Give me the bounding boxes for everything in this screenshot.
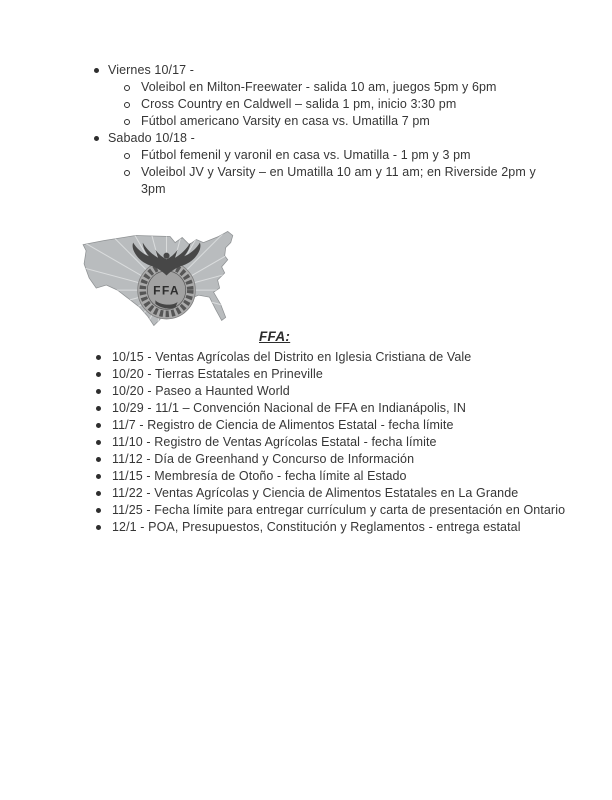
schedule-event-item (0, 113, 546, 130)
ffa-list (0, 349, 612, 536)
bullet-disc-icon (94, 136, 99, 141)
schedule-day-item (0, 130, 612, 147)
schedule-event-item (0, 79, 546, 96)
ffa-list-item (0, 400, 612, 417)
event-text: Fútbol femenil y varonil en casa vs. Umatilla - 1 pm y 3 pm (141, 148, 471, 162)
schedule-day-item (0, 62, 612, 79)
bullet-disc-icon (96, 525, 101, 530)
event-text: Cross Country en Caldwell – salida 1 pm, inicio 3:30 pm (141, 97, 457, 111)
bullet-disc-icon (96, 372, 101, 377)
schedule-event-item (0, 96, 546, 113)
bullet-disc-icon (96, 355, 101, 360)
emblem-ffa-text: FFA (153, 283, 180, 298)
schedule-list (0, 62, 612, 198)
ffa-list-item (0, 451, 612, 468)
usa-map-image (76, 227, 253, 334)
bullet-disc-icon (96, 406, 101, 411)
ffa-item-text: 11/10 - Registro de Ventas Agrícolas Estatal - fecha límite (112, 435, 437, 449)
event-text: Voleibol en Milton-Freewater - salida 10 am, juegos 5pm y 6pm (141, 80, 497, 94)
ffa-item-text: 11/15 - Membresía de Otoño - fecha límite al Estado (112, 469, 407, 483)
ffa-list-item (0, 502, 612, 519)
bullet-disc-icon (96, 457, 101, 462)
ffa-list-item (0, 417, 612, 434)
ffa-item-text: 10/29 - 11/1 – Convención Nacional de FFA en Indianápolis, IN (112, 401, 467, 415)
eagle-head-icon (163, 253, 169, 259)
bullet-circle-icon (124, 119, 130, 125)
bullet-circle-icon (124, 153, 130, 159)
schedule-event-item (0, 164, 546, 198)
ffa-item-text: 10/20 - Paseo a Haunted World (112, 384, 290, 398)
ffa-list-item (0, 349, 612, 366)
ffa-item-text: 11/22 - Ventas Agrícolas y Ciencia de Alimentos Estatales en La Grande (112, 486, 519, 500)
bullet-disc-icon (96, 389, 101, 394)
ffa-section-heading: FFA: (259, 329, 291, 344)
day-label: Viernes 10/17 - (108, 63, 195, 77)
ffa-list-item (0, 434, 612, 451)
ffa-item-text: 11/7 - Registro de Ciencia de Alimentos Estatal - fecha límite (112, 418, 454, 432)
ffa-list-item (0, 485, 612, 502)
bullet-circle-icon (124, 102, 130, 108)
ffa-list-item (0, 519, 612, 536)
ffa-list-item (0, 468, 612, 485)
ffa-item-text: 10/15 - Ventas Agrícolas del Distrito en Iglesia Cristiana de Vale (112, 350, 472, 364)
ffa-list-item (0, 383, 612, 400)
ffa-item-text: 12/1 - POA, Presupuestos, Constitución y Reglamentos - entrega estatal (112, 520, 521, 534)
bullet-disc-icon (96, 491, 101, 496)
usa-map-ffa-emblem-image (76, 227, 253, 334)
bullet-disc-icon (96, 474, 101, 479)
bullet-circle-icon (124, 85, 130, 91)
schedule-event-item (0, 147, 546, 164)
event-text: Fútbol americano Varsity en casa vs. Umatilla 7 pm (141, 114, 430, 128)
event-text: Voleibol JV y Varsity – en Umatilla 10 am y 11 am; en Riverside 2pm y 3pm (141, 165, 536, 196)
bullet-disc-icon (96, 423, 101, 428)
bullet-circle-icon (124, 170, 130, 176)
ffa-item-text: 11/25 - Fecha límite para entregar currículum y carta de presentación en Ontario (112, 503, 566, 517)
bullet-disc-icon (96, 508, 101, 513)
day-label: Sabado 10/18 - (108, 131, 195, 145)
bullet-disc-icon (96, 440, 101, 445)
ffa-item-text: 10/20 - Tierras Estatales en Prineville (112, 367, 323, 381)
ffa-item-text: 11/12 - Día de Greenhand y Concurso de Información (112, 452, 415, 466)
ffa-list-item (0, 366, 612, 383)
bullet-disc-icon (94, 68, 99, 73)
